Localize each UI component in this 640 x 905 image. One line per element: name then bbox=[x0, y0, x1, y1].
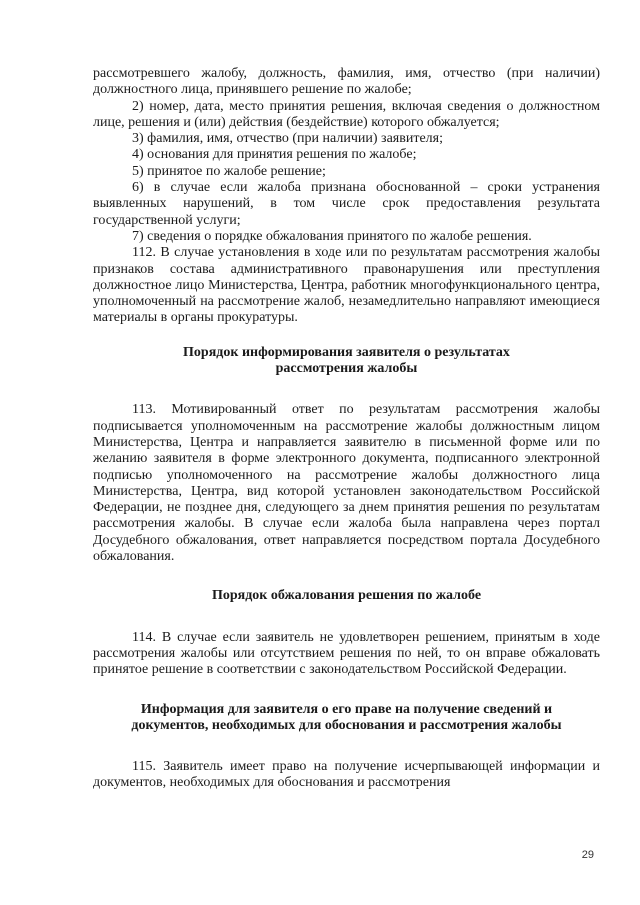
list-item-deadlines: 6) в случае если жалоба признана обоснованной – сроки устранения выявленных нарушений, в том числе срок предоставления результата государственной услуги; bbox=[93, 180, 600, 228]
section-heading-right bbox=[93, 702, 600, 735]
heading-right-line2: документов, необходимых для обоснования и рассмотрения жалобы bbox=[131, 717, 562, 733]
paragraph-official-info: рассмотревшего жалобу, должность, фамилия, имя, отчество (при наличии) должностного лица, принявшего решение по жалобе; bbox=[93, 66, 600, 98]
paragraph-112: 112. В случае установления в ходе или по результатам рассмотрения жалобы признаков состава административного правонарушения или преступления должностное лицо Министерства, Центра, работник многофункционального центра, уполномоченный на рассмотрение жалоб, незамедлительно направляют имеющиеся материалы в органы прокуратуры. bbox=[93, 245, 600, 326]
list-item-appeal-procedure: 7) сведения о порядке обжалования принятого по жалобе решения. bbox=[132, 228, 532, 244]
list-item-decision-number: 2) номер, дата, место принятия решения, включая сведения о должностном лице, решения и (или) действия (бездействие) которого обжалуется; bbox=[93, 98, 600, 130]
list-item-decision: 5) принятое по жалобе решение; bbox=[132, 163, 326, 179]
section-heading-appeal: Порядок обжалования решения по жалобе bbox=[211, 588, 482, 604]
paragraph-115: 115. Заявитель имеет право на получение исчерпывающей информации и документов, необходимых для обоснования и рассмотрения bbox=[93, 759, 600, 791]
heading-right-line1: Информация для заявителя о его праве на получение сведений и bbox=[140, 701, 553, 717]
list-item-grounds: 4) основания для принятия решения по жалобе; bbox=[132, 147, 417, 163]
section-heading-informing bbox=[93, 345, 600, 378]
list-item-applicant-name: 3) фамилия, имя, отчество (при наличии) заявителя; bbox=[132, 131, 443, 147]
heading-informing-line2: рассмотрения жалобы bbox=[275, 361, 418, 377]
paragraph-114: 114. В случае если заявитель не удовлетворен решением, принятым в ходе рассмотрения жалобы или отсутствием решения по ней, то он вправе обжаловать принятое решение в соответствии с законодательством Российской Федерации. bbox=[93, 629, 600, 678]
heading-informing-line1: Порядок информирования заявителя о результатах bbox=[183, 344, 510, 360]
page-number: 29 bbox=[581, 849, 594, 861]
paragraph-113: 113. Мотивированный ответ по результатам рассмотрения жалобы подписывается уполномоченным на рассмотрение жалобы должностным лицом Министерства, Центра и направляется заявителю в письменной форме или по желанию заявителя в форме электронного документа, подписанного электронной подписью уполномоченного на рассмотрение жалобы должностного лица Министерства, Центра, вид которой установлен законодательством Российской Федерации, не позднее дня, следующего за днем принятия решения по результатам рассмотрения жалобы. В случае если жалоба была направлена через портал Досудебного обжалования, ответ направляется посредством портала Досудебного обжалования. bbox=[93, 402, 600, 565]
